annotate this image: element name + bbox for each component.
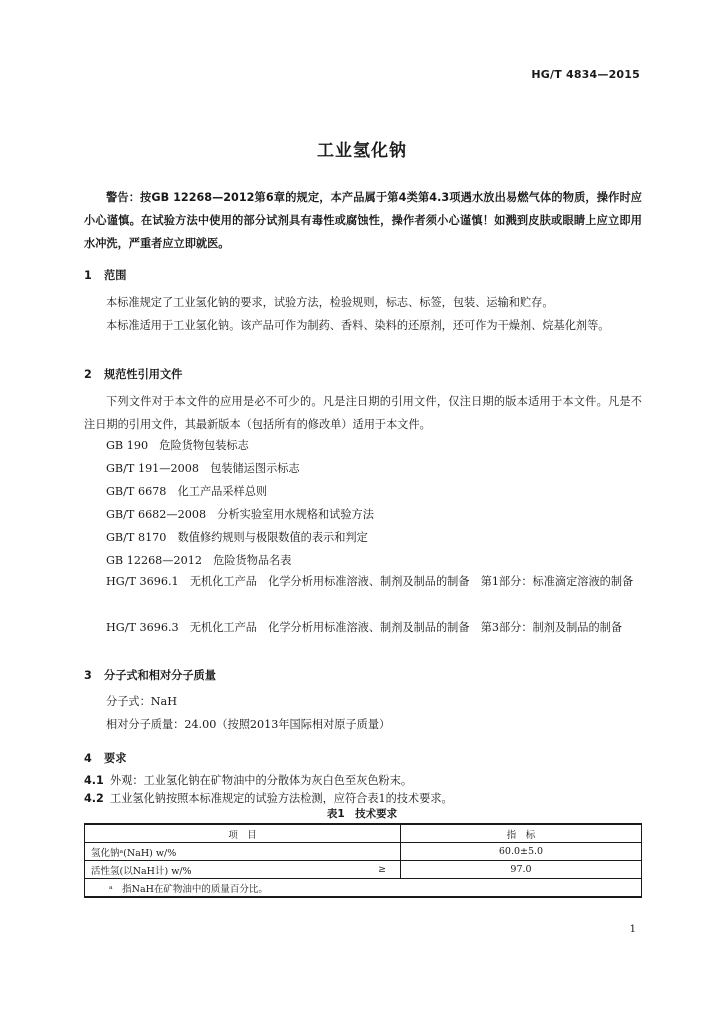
reference-item: GB/T 6682—2008 分析实验室用水规格和试验方法 (106, 508, 374, 521)
scope-paragraph-2: 本标准适用于工业氢化钠。该产品可作为制药、香料、染料的还原剂，还可作为干燥剂、烷基化剂等。 (106, 319, 610, 332)
clause-text: 外观：工业氢化钠在矿物油中的分散体为灰白色至灰色粉末。 (110, 774, 413, 787)
section-4-heading (84, 750, 126, 766)
section-3-heading (84, 667, 216, 683)
molecular-formula: 分子式：NaH (106, 695, 177, 708)
section-number: 3 (84, 669, 92, 682)
section-1-heading (84, 267, 126, 283)
section-title: 规范性引用文件 (104, 368, 183, 381)
header-item: 项 目 (85, 824, 401, 843)
table-footnote-row (85, 879, 642, 898)
clause-text: 工业氢化钠按照本标准规定的试验方法检测，应符合表1的技术要求。 (110, 792, 453, 805)
section-number: 4 (84, 752, 92, 765)
molecular-mass: 相对分子质量：24.00（按照2013年国际相对原子质量） (106, 718, 391, 731)
row-item-name: 氢化钠ᵃ(NaH) w/% (85, 843, 365, 861)
reference-item: GB/T 191—2008 包装储运图示标志 (106, 462, 300, 475)
reference-item: GB/T 6678 化工产品采样总则 (106, 485, 268, 498)
section-number: 2 (84, 368, 92, 381)
scope-paragraph-1: 本标准规定了工业氢化钠的要求，试验方法，检验规则，标志、标签，包装、运输和贮存。 (106, 296, 554, 309)
clause-number: 4.2 (84, 792, 104, 805)
reference-item: GB/T 8170 数值修约规则与极限数值的表示和判定 (106, 531, 368, 544)
row-operator: ≥ (364, 861, 401, 879)
row-operator (364, 843, 401, 861)
warning-paragraph: 警告：按GB 12268—2012第6章的规定，本产品属于第4类第4.3项遇水放出易燃气体的物质，操作时应小心谨慎。在试验方法中使用的部分试剂具有毒性或腐蚀性，操作者须小心谨慎！如溅到皮肤或眼睛上应立即用水冲洗，严重者应立即就医。 (84, 191, 642, 250)
reference-item-long: HG/T 3696.1 无机化工产品 化学分析用标准溶液、制剂及制品的制备 第1部分：标准滴定溶液的制备 (106, 575, 634, 588)
table-row (85, 843, 642, 861)
clause-number: 4.1 (84, 774, 104, 787)
row-item-name: 活性氢(以NaH计) w/% (85, 861, 365, 879)
reference-item: GB 190 危险货物包装标志 (106, 439, 249, 452)
header-value: 指 标 (401, 824, 642, 843)
standard-code: HG/T 4834—2015 (531, 68, 640, 81)
section-number: 1 (84, 269, 92, 282)
references-intro: 下列文件对于本文件的应用是必不可少的。凡是注日期的引用文件，仅注日期的版本适用于本文件。凡是不注日期的引用文件，其最新版本（包括所有的修改单）适用于本文件。 (84, 395, 642, 431)
reference-item-long: HG/T 3696.3 无机化工产品 化学分析用标准溶液、制剂及制品的制备 第3部分：制剂及制品的制备 (106, 621, 623, 634)
table-caption: 表1 技术要求 (326, 808, 398, 820)
document-title: 工业氢化钠 (317, 141, 407, 161)
section-title: 范围 (104, 269, 127, 282)
requirement-4-1 (84, 771, 642, 791)
page-number: 1 (629, 924, 636, 935)
row-value: 97.0 (401, 861, 642, 879)
table-footnote: ᵃ 指NaH在矿物油中的质量百分比。 (85, 879, 642, 898)
table-row (85, 861, 642, 879)
table-header-row (85, 824, 642, 843)
row-value: 60.0±5.0 (401, 843, 642, 861)
section-title: 分子式和相对分子质量 (104, 669, 216, 682)
reference-item: GB 12268—2012 危险货物品名表 (106, 554, 292, 567)
section-2-heading (84, 366, 182, 382)
requirements-table (84, 823, 642, 898)
section-title: 要求 (104, 752, 127, 765)
